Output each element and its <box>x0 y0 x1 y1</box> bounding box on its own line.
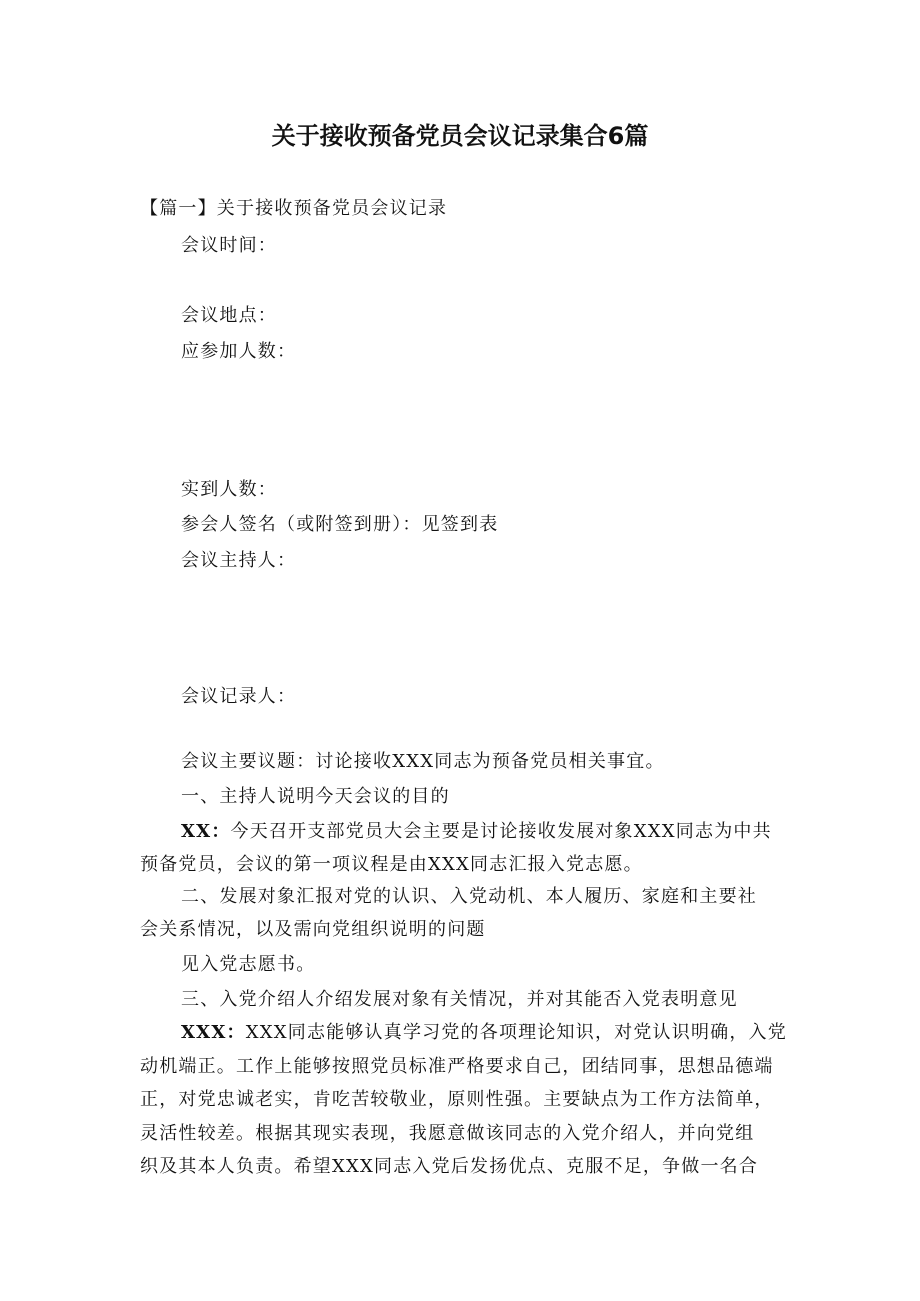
item-2-heading-line-2: 会关系情况，以及需向党组织说明的问题 <box>140 919 486 940</box>
item-3-text: XXX同志能够认真学习党的各项理论知识，对党认识明确，入党 <box>245 1022 787 1043</box>
meeting-time-label: 会议时间： <box>181 235 277 256</box>
item-2-response: 见入党志愿书。 <box>181 954 316 975</box>
item-1-heading: 一、主持人说明今天会议的目的 <box>181 786 450 807</box>
item-3-paragraph-line-1 <box>181 1020 787 1046</box>
item-3-speaker: XXX： <box>181 1022 246 1043</box>
host-label: 会议主持人： <box>181 550 297 571</box>
agenda-line: 会议主要议题：讨论接收XXX同志为预备党员相关事宜。 <box>181 751 665 772</box>
signatures-label: 参会人签名（或附签到册）：见签到表 <box>181 514 499 535</box>
item-2-heading-line-1: 二、发展对象汇报对党的认识、入党动机、本人履历、家庭和主要社 <box>181 886 757 907</box>
expected-attendees-label: 应参加人数： <box>181 341 297 362</box>
item-3-paragraph-line-3: 正，对党忠诚老实，肯吃苦较敬业，原则性强。主要缺点为工作方法简单， <box>140 1089 774 1110</box>
item-3-paragraph-line-5: 织及其本人负责。希望XXX同志入党后发扬优点、克服不足，争做一名合 <box>140 1156 759 1177</box>
item-1-paragraph-line-2: 预备党员，会议的第一项议程是由XXX同志汇报入党志愿。 <box>140 854 643 875</box>
item-1-paragraph-line-1 <box>181 819 772 845</box>
item-3-paragraph-line-2: 动机端正。工作上能够按照党员标准严格要求自己，团结同事，思想品德端 <box>140 1056 774 1077</box>
actual-attendees-label: 实到人数： <box>181 479 277 500</box>
item-1-text: 今天召开支部党员大会主要是讨论接收发展对象XXX同志为中共 <box>230 821 772 842</box>
item-3-heading: 三、入党介绍人介绍发展对象有关情况，并对其能否入党表明意见 <box>181 989 738 1010</box>
item-1-speaker: XX： <box>181 821 231 842</box>
page-title: 关于接收预备党员会议记录集合6篇 <box>271 122 649 150</box>
section-heading: 【篇一】关于接收预备党员会议记录 <box>140 198 448 219</box>
recorder-label: 会议记录人： <box>181 686 297 707</box>
meeting-place-label: 会议地点： <box>181 305 277 326</box>
item-3-paragraph-line-4: 灵活性较差。根据其现实表现，我愿意做该同志的入党介绍人，并向党组 <box>140 1123 755 1144</box>
